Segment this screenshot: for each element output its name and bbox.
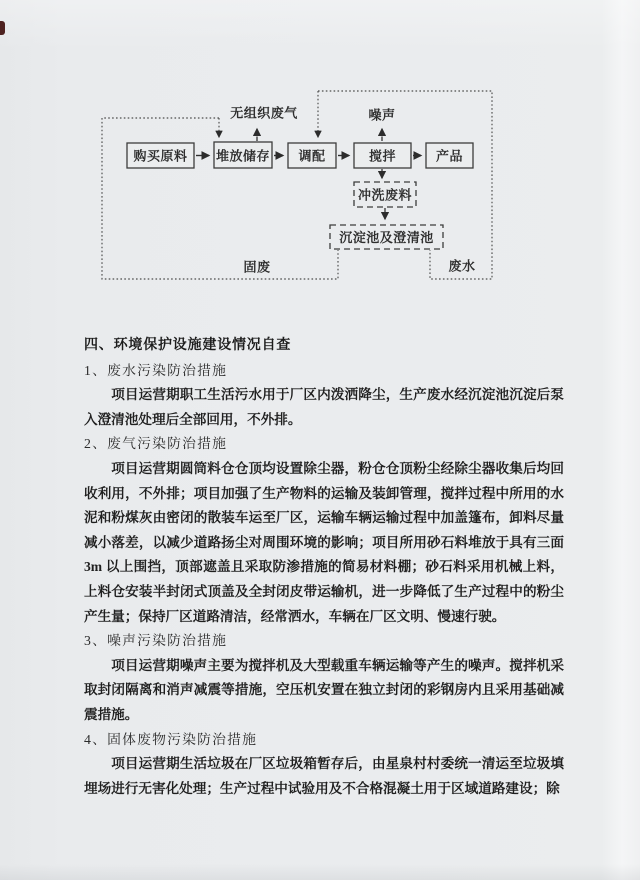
node-stack-storage-label: 堆放储存 [215, 148, 271, 164]
waste-water-region-label: 废水 [448, 258, 476, 274]
node-product-label: 产品 [435, 148, 464, 164]
node-blending-label: 调配 [298, 148, 326, 164]
node-flush-waste-label: 冲洗废料 [357, 187, 413, 203]
section-2-paragraph: 项目运营期圆筒料仓仓顶均设置除尘器，粉仓仓顶粉尘经除尘器收集后均回收利用，不外排；项目加强了生产物料的运输及装卸管理，搅拌过程中所用的水泥和粉煤灰由密闭的散装车运至厂区，运输车辆运输过程中加盖篷布，卸料尽量减小落差，以减少道路扬尘对周围环境的影响；项目所用砂石料堆放于具有三面3m 以上围挡，顶部遮盖且采取防渗措施的简易材料棚；砂石料采用机械上料，上料仓安装半封闭式顶盖及全封闭皮带运输机，进一步降低了生产过程中的粉尘产生量；保持厂区道路清洁，经常洒水，车辆在厂区文明、慢速行驶。 [84, 460, 564, 624]
section-1-paragraph: 项目运营期职工生活污水用于厂区内泼洒降尘，生产废水经沉淀池沉淀后泵入澄清池处理后全部回用，不外排。 [84, 387, 564, 427]
waste-water-region-boundary [318, 91, 492, 279]
section-3-paragraph: 项目运营期噪声主要为搅拌机及大型载重车辆运输等产生的噪声。搅拌机采取封闭隔离和消声减震等措施，空压机安置在独立封闭的彩钢房内且采用基础减震措施。 [84, 657, 564, 722]
section-1-title: 1、废水污染防治措施 [84, 362, 228, 378]
node-buy-materials-label: 购买原料 [133, 148, 188, 164]
fugitive-gas-label: 无组织废气 [230, 105, 298, 121]
section-3-title: 3、噪声污染防治措施 [84, 633, 228, 649]
process-flow-diagram [0, 0, 640, 320]
section-2-title: 2、废气污染防治措施 [84, 436, 228, 452]
section-4-paragraph: 项目运营期生活垃圾在厂区垃圾箱暂存后，由星泉村村委统一清运至垃圾填埋场进行无害化处理；生产过程中试验用及不合格混凝土用于区域道路建设；除 [84, 756, 564, 796]
solid-waste-region-label: 固废 [243, 259, 271, 275]
node-mixing-label: 搅拌 [368, 148, 397, 164]
noise-label: 噪声 [368, 107, 396, 123]
section-4-title: 4、固体废物污染防治措施 [84, 731, 258, 747]
report-text-block [84, 334, 564, 801]
node-sedimentation-pond-label: 沉淀池及澄清池 [339, 230, 434, 245]
doc-heading: 四、环境保护设施建设情况自查 [84, 338, 292, 353]
